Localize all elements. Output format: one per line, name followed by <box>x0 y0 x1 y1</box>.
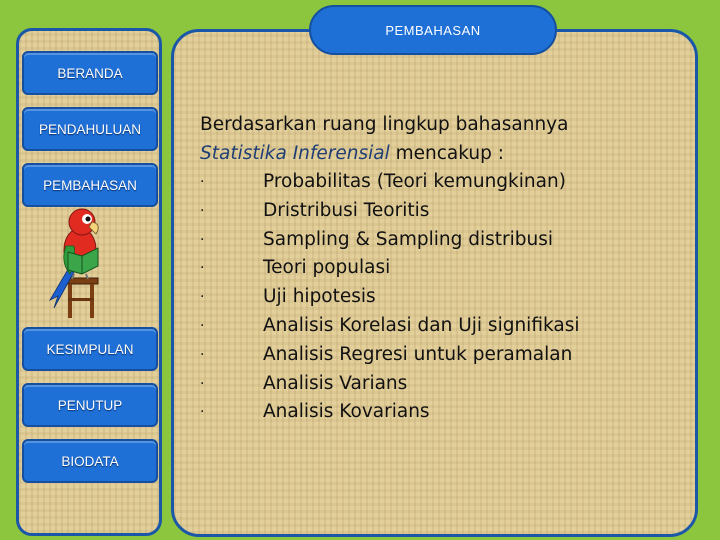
list-item-text: Probabilitas (Teori kemungkinan) <box>263 171 566 192</box>
section-tab-pembahasan[interactable] <box>309 5 557 55</box>
bullet: · <box>200 317 205 334</box>
nav-button-biodata[interactable] <box>22 439 158 483</box>
nav-button-pendahuluan[interactable] <box>22 107 158 151</box>
list-item <box>200 341 680 370</box>
section-tab-label: PEMBAHASAN <box>385 22 481 38</box>
list-item <box>200 197 680 226</box>
list-item <box>200 370 680 399</box>
intro-emphasis: Statistika Inferensial <box>200 143 390 164</box>
bullet: · <box>200 174 205 190</box>
list-item-text: Analisis Regresi untuk peramalan <box>263 343 573 365</box>
intro-rest: mencakup : <box>389 143 504 164</box>
slide-content <box>200 110 680 427</box>
list-item <box>200 226 680 255</box>
nav-button-label: PENDAHULUAN <box>38 121 142 137</box>
nav-button-penutup[interactable] <box>22 383 158 427</box>
nav-button-kesimpulan[interactable] <box>22 327 158 371</box>
bullet: · <box>200 231 205 248</box>
parrot-reading-book-icon <box>40 200 120 320</box>
nav-button-label: BIODATA <box>61 453 119 469</box>
bullet: · <box>200 404 205 421</box>
list-item <box>200 168 680 197</box>
list-item-text: Sampling & Sampling distribusi <box>263 228 554 250</box>
list-item-text: Uji hipotesis <box>263 286 376 308</box>
list-item-text: Analisis Kovarians <box>263 401 430 423</box>
intro-line: Berdasarkan ruang lingkup bahasannya <box>200 114 569 135</box>
list-item <box>200 254 680 283</box>
nav-button-label: KESIMPULAN <box>46 341 134 357</box>
nav-button-label: PEMBAHASAN <box>43 177 137 193</box>
nav-button-beranda[interactable] <box>22 51 158 95</box>
list-item-text: Teori populasi <box>263 257 391 279</box>
list-item-text: Dristribusi Teoritis <box>263 199 430 221</box>
nav-button-label: PENUTUP <box>57 397 123 413</box>
bullet: · <box>200 346 205 363</box>
bullet: · <box>200 375 205 392</box>
intro-subline <box>200 139 680 168</box>
topic-list <box>200 168 680 427</box>
bullet: · <box>200 202 205 219</box>
nav-button-label: BERANDA <box>57 65 123 81</box>
bullet: · <box>200 289 205 306</box>
list-item <box>200 283 680 312</box>
list-item-text: Analisis Varians <box>263 372 408 394</box>
bullet: · <box>200 260 205 277</box>
list-item <box>200 312 680 341</box>
list-item-text: Analisis Korelasi dan Uji signifikasi <box>263 314 580 336</box>
list-item <box>200 398 680 427</box>
